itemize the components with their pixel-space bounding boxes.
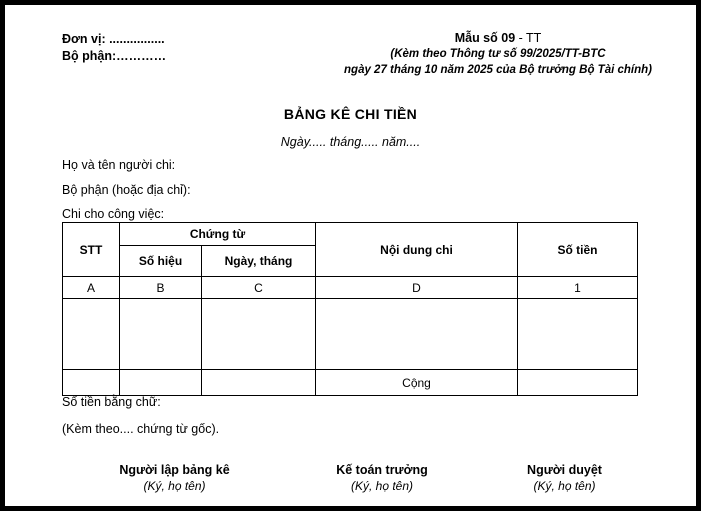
- page-title: BẢNG KÊ CHI TIỀN: [283, 106, 418, 122]
- department-label: Bộ phận:…………: [62, 49, 167, 63]
- total-cell-amount[interactable]: [518, 370, 638, 396]
- unit-label: Đơn vị: ................: [62, 32, 165, 46]
- form-number-line: [335, 30, 661, 46]
- page-subtitle-date: Ngày..... tháng..... năm....: [280, 135, 421, 149]
- column-letter-voucher-number: B: [120, 277, 202, 299]
- field-amount-in-words: Số tiền bằng chữ:: [62, 395, 161, 409]
- header-form-reference: [335, 30, 661, 78]
- expense-table: [62, 222, 638, 396]
- signature-block: [62, 463, 652, 493]
- cell-voucher-number[interactable]: [120, 299, 202, 370]
- column-header-voucher-date: Ngày, tháng: [202, 246, 316, 277]
- column-header-content: Nội dung chi: [316, 223, 518, 277]
- cell-amount[interactable]: [518, 299, 638, 370]
- signature-role-label: Kế toán trưởng: [336, 463, 428, 477]
- total-cell-stt: [63, 370, 120, 396]
- field-payer-name: Họ và tên người chi:: [62, 158, 176, 172]
- signature-chief-accountant: [287, 463, 477, 493]
- signature-note: (Ký, họ tên): [350, 479, 414, 493]
- cell-voucher-date[interactable]: [202, 299, 316, 370]
- table-column-letters-row: [63, 277, 638, 299]
- form-number-suffix: - TT: [515, 31, 542, 45]
- column-letter-stt: A: [63, 277, 120, 299]
- form-number: Mẫu số 09: [454, 31, 516, 45]
- document-content: [5, 5, 696, 506]
- table-row[interactable]: [63, 299, 638, 370]
- signature-approver: [477, 463, 652, 493]
- signature-preparer: [62, 463, 287, 493]
- signature-role-label: Người lập bảng kê: [119, 463, 230, 477]
- decree-line-2: ngày 27 tháng 10 năm 2025 của Bộ trưởng Bộ Tài chính): [344, 64, 652, 76]
- signature-note: (Ký, họ tên): [143, 479, 206, 493]
- cell-stt[interactable]: [63, 299, 120, 370]
- field-purpose: Chi cho công việc:: [62, 207, 165, 221]
- decree-line-1: (Kèm theo Thông tư số 99/2025/TT-BTC: [390, 48, 606, 60]
- column-header-voucher-group: Chứng từ: [120, 223, 316, 246]
- column-header-voucher-number: Số hiệu: [120, 246, 202, 277]
- header-unit-block: [62, 31, 166, 65]
- table-header-row-1: [63, 223, 638, 246]
- column-letter-amount: 1: [518, 277, 638, 299]
- cell-content[interactable]: [316, 299, 518, 370]
- total-label: Cộng: [316, 370, 518, 396]
- column-header-amount: Số tiền: [518, 223, 638, 277]
- signature-note: (Ký, họ tên): [533, 479, 596, 493]
- total-cell-voucher-date: [202, 370, 316, 396]
- table-total-row: [63, 370, 638, 396]
- column-letter-voucher-date: C: [202, 277, 316, 299]
- field-attachments: (Kèm theo.... chứng từ gốc).: [62, 422, 220, 436]
- field-department: Bộ phận (hoặc địa chỉ):: [62, 183, 191, 197]
- column-letter-content: D: [316, 277, 518, 299]
- column-header-stt: STT: [63, 223, 120, 277]
- total-cell-voucher-number: [120, 370, 202, 396]
- signature-role-label: Người duyệt: [527, 463, 602, 477]
